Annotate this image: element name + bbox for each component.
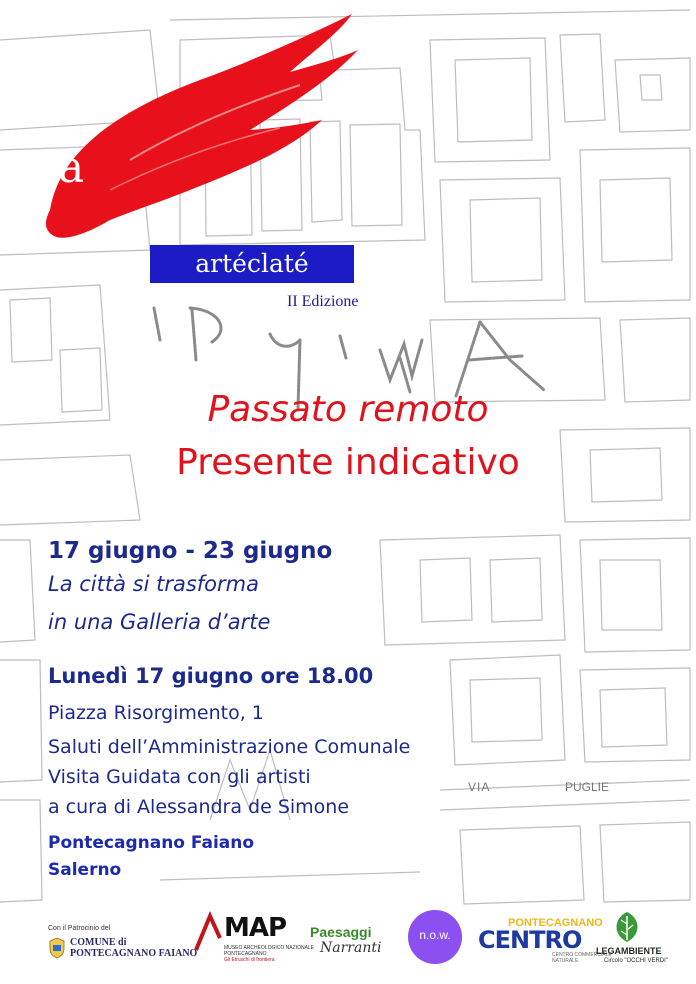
detail-location: Piazza Risorgimento, 1 [48,702,264,724]
centro-logo-sub-1: CENTRO COMMERCIALE [552,952,612,958]
legambiente-logo: LEGAMBIENTE [596,946,662,956]
map-label-via: VIA [468,780,491,794]
event-city: Pontecagnano Faiano [48,833,255,853]
map-museum-sub-1: MUSEO ARCHEOLOGICO NAZIONALE [224,945,315,951]
detail-guided-tour: Visita Guidata con gli artisti [48,766,311,788]
municipal-crest-icon [48,937,66,959]
centro-logo-sub-2: NATURALE [552,958,579,964]
brush-stroke-logo [40,10,370,250]
map-museum-sub-3: Gli Etruschi di frontiera [224,957,275,963]
event-province: Salerno [48,860,122,880]
detail-greetings: Saluti dell’Amministrazione Comunale [48,736,411,758]
comune-line-2: PONTECAGNANO FAIANO [70,948,198,959]
now-logo: n.o.w. [419,928,451,942]
opening-datetime: Lunedì 17 giugno ore 18.00 [48,664,374,688]
centro-logo-top: PONTECAGNANO [508,917,603,929]
legambiente-leaf-icon [612,910,642,944]
title-line-2: Presente indicativo [176,442,520,483]
paesaggi-logo-line-1: Paesaggi [310,924,372,940]
event-dates: 17 giugno - 23 giugno [48,538,333,564]
paesaggi-logo-line-2: Narranti [320,940,382,956]
centro-logo-main: CENTRO [478,926,582,954]
map-museum-sub-2: PONTECAGNANO [224,951,267,957]
brand-name-box: artéclaté [150,245,354,283]
tagline-line-1: La città si trasforma [48,572,259,596]
map-label-street: PUGLIE [565,780,610,794]
legambiente-circle: Circolo "OCCHI VERDI" [604,958,668,964]
title-line-1: Passato remoto [207,389,489,430]
patronage-label: Con il Patrocinio del [48,925,111,932]
comune-line-1: COMUNE di [70,937,127,948]
map-museum-logo: MAP [224,913,287,943]
tagline-line-2: in una Galleria d’arte [48,610,271,634]
logo-letter: a [58,142,85,193]
edition-label: II Edizione [287,293,359,310]
detail-curator: a cura di Alessandra de Simone [48,796,350,818]
